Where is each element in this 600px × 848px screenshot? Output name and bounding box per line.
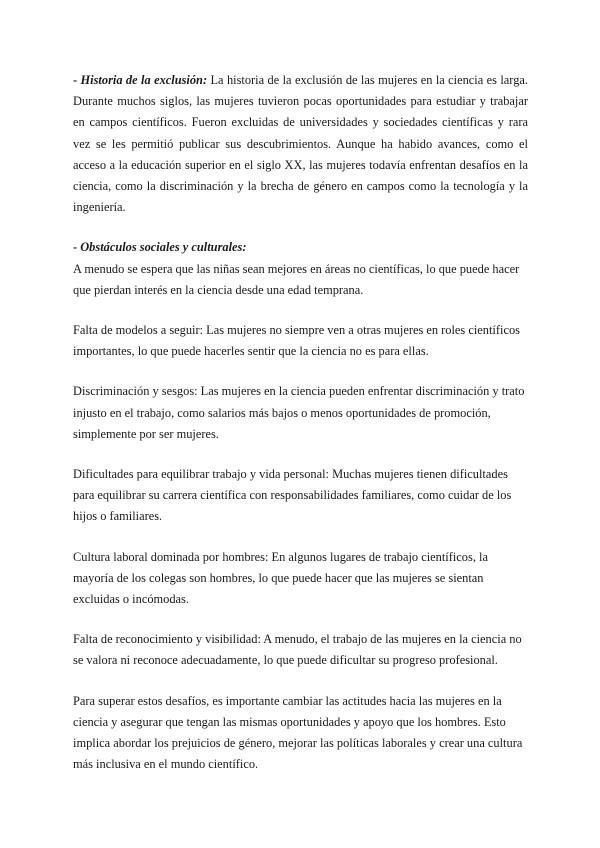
- section-dash: -: [73, 73, 81, 87]
- obstacle-paragraph: Falta de modelos a seguir: Las mujeres no siempre ven a otras mujeres en roles científicos importantes, lo que puede hacerles sentir que la ciencia no es para ellas.: [73, 323, 520, 359]
- obstacle-paragraph: Falta de reconocimiento y visibilidad: A menudo, el trabajo de las mujeres en la ciencia no se valora ni reconoce adecuadamente, lo que puede dificultar su progreso profesional.: [73, 632, 522, 668]
- history-text: La historia de la exclusión de las mujeres en la ciencia es larga. Durante muchos siglos, las mujeres tuvieron pocas oportunidades para estudiar y trabajar en campos científicos. Fueron excluidas de universidades y sociedades científicas y rara vez se les permitió publicar sus descubrimientos. Aunque ha habido avances, como el acceso a la educación superior en el siglo XX, las mujeres todavía enfrentan desafíos en la ciencia, como la discriminación y la brecha de género en campos como la tecnología y la ingeniería.: [73, 73, 528, 215]
- section-dash: -: [73, 240, 81, 255]
- conclusion-paragraph: Para superar estos desafíos, es importante cambiar las actitudes hacia las mujeres en la ciencia y asegurar que tengan las mismas oportunidades y apoyo que los hombres. Esto implica abordar los prejuicios de género, mejorar las políticas laborales y crear una cultura más inclusiva en el mundo científico.: [73, 693, 523, 772]
- obstacle-paragraph: Discriminación y sesgos: Las mujeres en la ciencia pueden enfrentar discriminación y trato injusto en el trabajo, como salarios más bajos o menos oportunidades de promoción, simplemente por ser mujeres.: [73, 384, 525, 441]
- obstacle-paragraph: Cultura laboral dominada por hombres: En algunos lugares de trabajo científicos, la mayoría de los colegas son hombres, lo que puede hacer que las mujeres se sientan excluidas o incómodas.: [73, 549, 488, 607]
- document-page: [73, 70, 528, 794]
- section-heading-obstacles: Obstáculos sociales y culturales:: [80, 240, 247, 255]
- obstacle-paragraph: Dificultades para equilibrar trabajo y vida personal: Muchas mujeres tienen dificultades para equilibrar su carrera científica con responsabilidades familiares, como cuidar de los hijos o familiares.: [73, 467, 512, 524]
- history-section: [73, 70, 528, 218]
- obstacles-section-heading: [73, 237, 528, 258]
- section-heading-history: Historia de la exclusión:: [80, 73, 208, 87]
- obstacle-paragraph: A menudo se espera que las niñas sean mejores en áreas no científicas, lo que puede hacer que pierdan interés en la ciencia desde una edad temprana.: [73, 261, 520, 297]
